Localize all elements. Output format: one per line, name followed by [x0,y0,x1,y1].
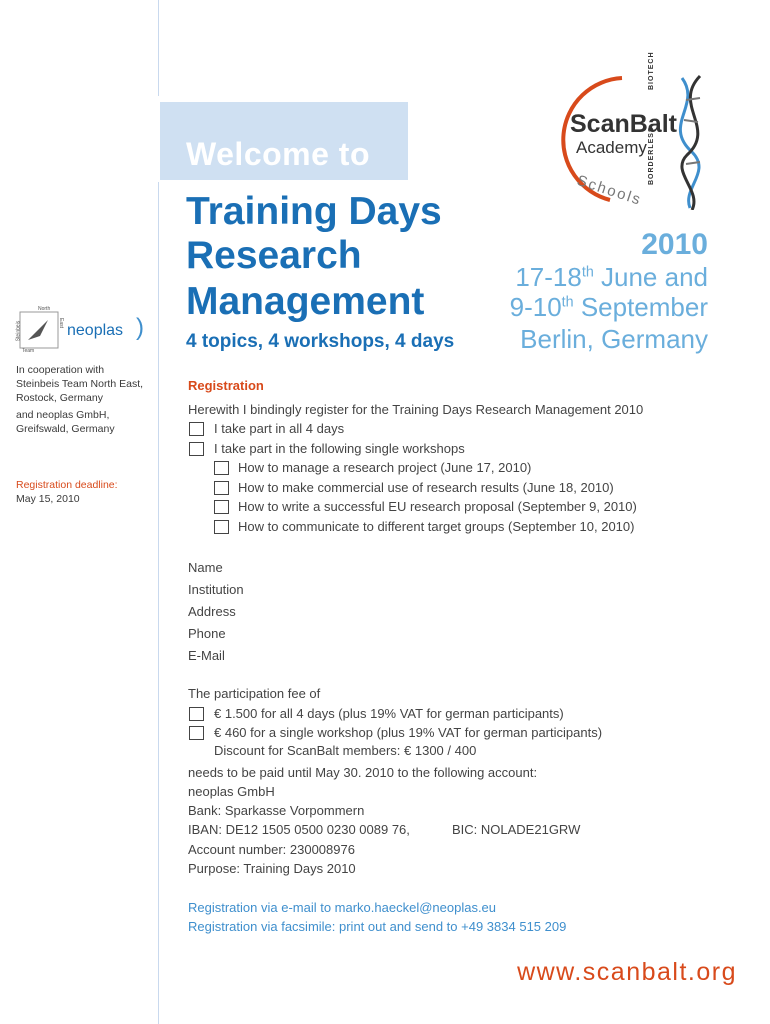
neoplas-line-2: Greifswald, Germany [16,423,115,435]
event-location: Berlin, Germany [520,324,708,354]
title-line-1: Training Days [186,190,442,233]
deadline-date: May 15, 2010 [16,493,80,505]
date2-days: 9-10 [509,292,562,322]
compass-icon [16,308,65,352]
workshop-4: How to communicate to different target groups (September 10, 2010) [238,519,635,534]
date1-month: June and [593,262,708,292]
neoplas-logo: neoplas [67,322,124,339]
checkbox-fee-all[interactable] [189,707,204,721]
logo-schools: Schools [574,172,645,209]
neoplas-arc-icon: ) [136,314,144,341]
date1-days: 17-18 [515,262,582,292]
field-name[interactable]: Name [188,560,223,575]
coop-line-3: Rostock, Germany [16,392,103,404]
logo-north: North [38,306,51,312]
checkbox-workshop-2[interactable] [214,481,229,495]
fee-intro: The participation fee of [188,686,321,701]
fee-all-days: € 1.500 for all 4 days (plus 19% VAT for german participants) [214,706,564,721]
bic: BIC: NOLADE21GRW [452,822,581,837]
option-single-workshops: I take part in the following single workshops [214,441,465,456]
payment-line-3: Bank: Sparkasse Vorpommern [188,803,365,818]
workshop-3: How to write a successful EU research proposal (September 9, 2010) [238,499,637,514]
website-url[interactable]: www.scanbalt.org [517,958,737,986]
workshop-2: How to make commercial use of research results (June 18, 2010) [238,480,614,495]
logo-academy: Academy [576,138,647,157]
checkbox-fee-single[interactable] [189,726,204,740]
checkbox-all-days[interactable] [189,422,204,436]
steinbeis-logo [15,306,65,354]
registration-heading: Registration [188,378,264,393]
option-all-days: I take part in all 4 days [214,421,345,436]
date2-sup: th [561,294,574,311]
checkbox-single-workshops[interactable] [189,442,204,456]
subtitle: 4 topics, 4 workshops, 4 days [186,331,455,352]
neoplas-line-1: and neoplas GmbH, [16,409,110,421]
payment-purpose: Purpose: Training Days 2010 [188,861,356,876]
divider-line [158,0,159,96]
payment-line-1: needs to be paid until May 30. 2010 to the following account: [188,765,538,780]
account-number: Account number: 230008976 [188,842,355,857]
checkbox-workshop-3[interactable] [214,500,229,514]
email-registration[interactable]: Registration via e-mail to marko.haeckel@neoplas.eu [188,900,497,915]
title-line-3: Management [186,280,425,323]
workshop-1: How to manage a research project (June 17, 2010) [238,460,532,475]
event-date-1 [515,262,708,293]
iban: IBAN: DE12 1505 0500 0230 0089 76, [188,822,410,837]
scanbalt-academy-logo [552,51,732,210]
coop-line-2: Steinbeis Team North East, [16,378,144,390]
registration-intro: Herewith I bindingly register for the Training Days Research Management 2010 [188,402,644,417]
field-phone[interactable]: Phone [188,626,226,641]
date1-sup: th [581,264,594,281]
logo-biotech: BIOTECH [648,51,655,90]
fee-discount: Discount for ScanBalt members: € 1300 / 400 [214,743,477,758]
welcome-text: Welcome to [186,136,370,172]
logo-steinbeis: Steinbeis [15,320,22,342]
checkbox-workshop-1[interactable] [214,461,229,475]
logo-east: East [58,317,65,329]
logo-brand: ScanBalt [570,110,677,138]
divider-line [158,182,159,1024]
fee-single: € 460 for a single workshop (plus 19% VAT for german participants) [214,725,603,740]
field-email[interactable]: E-Mail [188,648,225,663]
field-address[interactable]: Address [188,604,236,619]
field-institution[interactable]: Institution [188,582,244,597]
payment-line-2: neoplas GmbH [188,784,275,799]
logo-borderless: BORDERLESS [648,126,655,185]
title-line-2: Research [186,234,362,277]
checkbox-workshop-4[interactable] [214,520,229,534]
deadline-label: Registration deadline: [16,479,118,491]
date2-month: September [573,292,708,322]
coop-line-1: In cooperation with [16,364,105,376]
fax-registration: Registration via facsimile: print out and send to +49 3834 515 209 [188,919,567,934]
logo-team: Team [22,348,35,354]
event-date-2 [510,292,708,323]
event-year: 2010 [641,228,708,261]
